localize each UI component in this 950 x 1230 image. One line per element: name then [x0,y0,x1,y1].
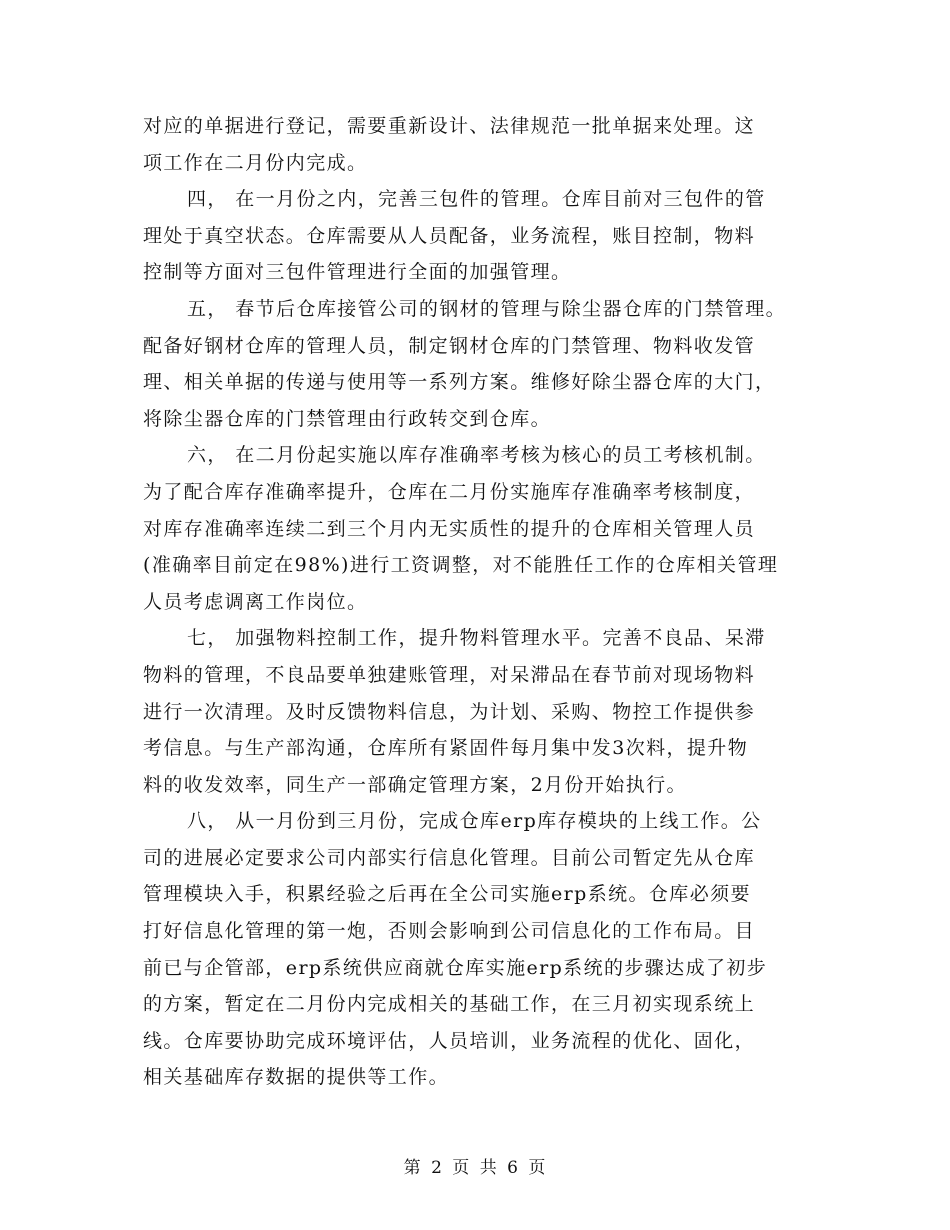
text-line: 料的收发效率，同生产一部确定管理方案，2月份开始执行。 [143,773,687,796]
text-line: 线。仓库要协助完成环境评估，人员培训，业务流程的优化、固化， [143,1029,756,1052]
page-footer: 第 2 页 共 6 页 [403,1158,547,1178]
text-line: 八， 从一月份到三月份，完成仓库erp库存模块的上线工作。公 [187,810,762,833]
text-line: (准确率目前定在98%)进行工资调整，对不能胜任工作的仓库相关管理 [143,554,779,577]
text-line: 的方案，暂定在二月份内完成相关的基础工作，在三月初实现系统上 [143,993,756,1016]
text-line: 理处于真空状态。仓库需要从人员配备，业务流程，账目控制，物料 [143,224,756,247]
text-line: 相关基础库存数据的提供等工作。 [143,1066,450,1089]
text-line: 配备好钢材仓库的管理人员，制定钢材仓库的门禁管理、物料收发管 [143,334,756,357]
document-body [143,108,823,1096]
text-line: 五， 春节后仓库接管公司的钢材的管理与除尘器仓库的门禁管理。 [187,297,787,320]
text-line: 对应的单据进行登记，需要重新设计、法律规范一批单据来处理。这 [143,115,756,137]
text-line: 对库存准确率连续二到三个月内无实质性的提升的仓库相关管理人员 [143,517,756,540]
text-line: 进行一次清理。及时反馈物料信息，为计划、采购、物控工作提供参 [143,700,756,723]
text-line: 管理模块入手，积累经验之后再在全公司实施erp系统。仓库必须要 [143,883,751,906]
text-line: 考信息。与生产部沟通，仓库所有紧固件每月集中发3次料，提升物 [143,737,749,760]
text-line: 将除尘器仓库的门禁管理由行政转交到仓库。 [143,407,552,430]
text-line: 为了配合库存准确率提升，仓库在二月份实施库存准确率考核制度， [143,480,756,503]
text-line: 理、相关单据的传递与使用等一系列方案。维修好除尘器仓库的大门， [143,371,776,394]
text-line: 六， 在二月份起实施以库存准确率考核为核心的员工考核机制。 [187,444,766,467]
text-line: 前已与企管部，erp系统供应商就仓库实施erp系统的步骤达成了初步 [143,956,768,979]
text-line: 控制等方面对三包件管理进行全面的加强管理。 [143,261,572,284]
text-line: 七， 加强物料控制工作，提升物料管理水平。完善不良品、呆滞 [187,627,766,650]
text-line: 打好信息化管理的第一炮，否则会影响到公司信息化的工作布局。目 [143,920,756,943]
text-line: 四， 在一月份之内，完善三包件的管理。仓库目前对三包件的管 [187,188,766,211]
text-line: 司的进展必定要求公司内部实行信息化管理。目前公司暂定先从仓库 [143,846,756,869]
text-line: 物料的管理，不良品要单独建账管理，对呆滞品在春节前对现场物料 [143,663,756,686]
text-line: 项工作在二月份内完成。 [143,151,368,174]
text-line: 人员考虑调离工作岗位。 [143,590,368,613]
